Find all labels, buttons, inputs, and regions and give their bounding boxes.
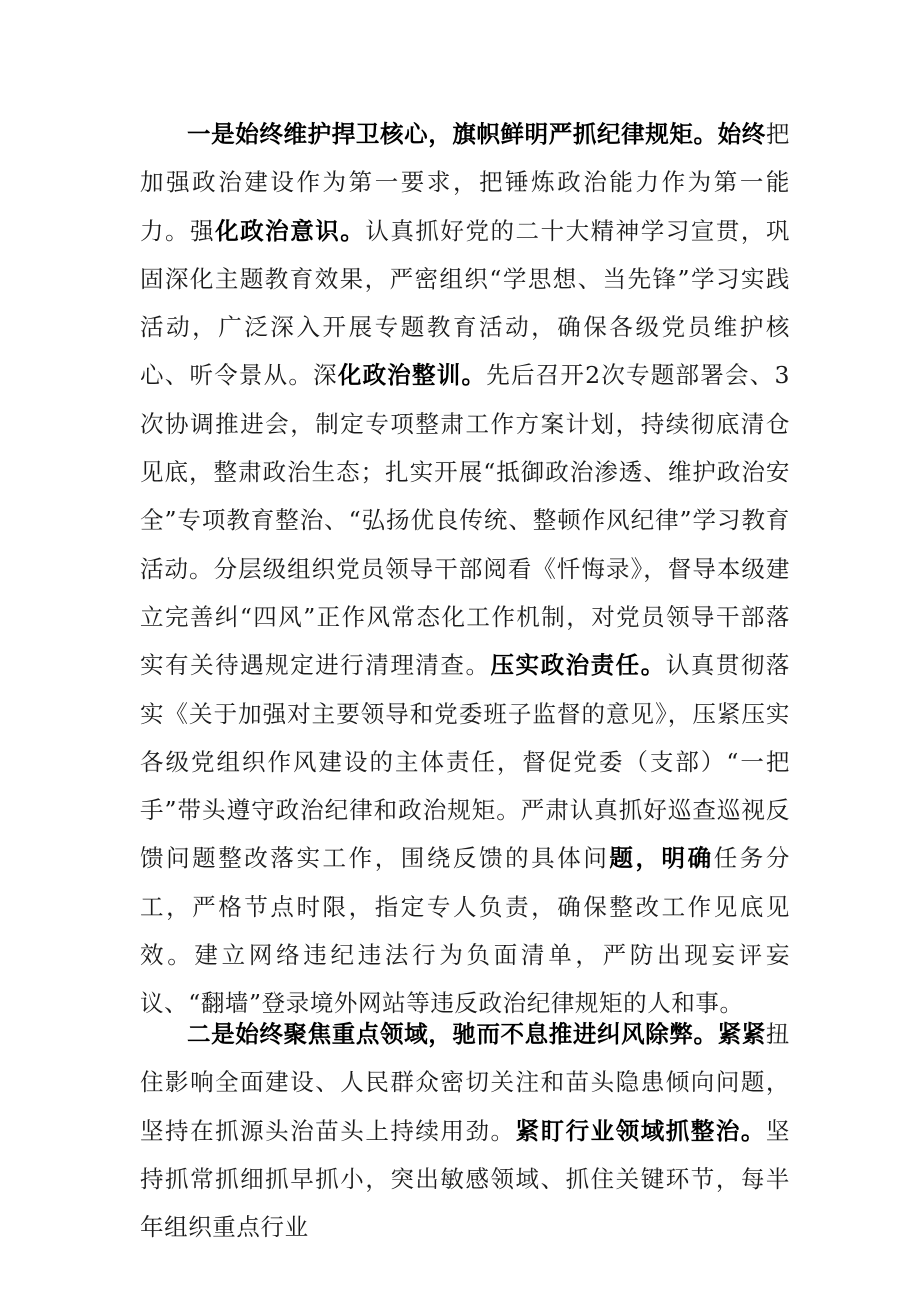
paragraph-2-lead-heading: 二是始终聚焦重点领域，驰而不息推进纠风除弊。 (187, 1020, 718, 1048)
subheading-political-awareness: 化政治意识。 (215, 216, 366, 245)
paragraph-2-body-1: 扭住影响全面建设、人民群众密切关注和苗头隐患倾向问题，坚持在抓源头治苗头上持续用劲。 (140, 1020, 791, 1145)
paragraph-2 (140, 1010, 790, 1251)
paragraph-2-body-2: 坚持抓常抓细抓早抓小，突出敏感领域、抓住关键环节，每半年组织重点行业 (140, 1116, 791, 1242)
paragraph-1-body-1: 把加强政治建设作为第一要求，把锤炼政治能力作为第一能力。强 (140, 120, 791, 245)
subheading-political-responsibility: 压实政治责任。 (490, 651, 666, 680)
paragraph-1-text (140, 110, 790, 1028)
subheading-political-rectification: 化政治整训。 (337, 361, 487, 390)
paragraph-1-body-4: 认真贯彻落实《关于加强对主要领导和党委班子监督的意见》，压紧压实各级党组织作风建设的主体责任，督促党委（支部）“一把手”带头遵守政治纪律和政治规矩。严肃认真抓好巡查巡视反馈问题整改落实工作，围绕反馈的具体问 (140, 651, 790, 873)
paragraph-2-lead-tail: 紧紧 (717, 1020, 766, 1048)
paragraph-1-lead-heading: 一是始终维护捍卫核心，旗帜鲜明严抓纪律规矩。 (187, 120, 718, 148)
paragraph-1-bold-fragment: 题，明确 (609, 844, 714, 873)
paragraph-1-body-3: 先后召开2次专题部署会、3次协调推进会，制定专项整肃工作方案计划，持续彻底清仓见底，整肃政治生态；扎实开展“抵御政治渗透、维护政治安全”专项教育整治、“弘扬优良传统、整顿作风纪律”学习教育活动。分层级组织党员领导干部阅看《忏悔录》，督导本级建立完善纠“四风”正作风常态化工作机制，对党员领导干部落实有关待遇规定进行清理清查。 (140, 361, 790, 680)
paragraph-2-text (140, 1010, 790, 1251)
paragraph-1-body-2: 认真抓好党的二十大精神学习宣贯，巩固深化主题教育效果，严密组织“学思想、当先锋”学习实践活动，广泛深入开展专题教育活动，确保各级党员维护核心、听令景从。深 (140, 216, 790, 390)
paragraph-1-lead-tail: 始终 (717, 120, 766, 148)
subheading-industry-rectification: 紧盯行业领域抓整治。 (515, 1116, 766, 1145)
paragraph-1-body-5: 任务分工，严格节点时限，指定专人负责，确保整改工作见底见效。建立网络违纪违法行为负面清单，严防出现妄评妄议、“翻墙”登录境外网站等违反政治纪律规矩的人和事。 (140, 844, 790, 1018)
paragraph-1 (140, 110, 790, 1028)
